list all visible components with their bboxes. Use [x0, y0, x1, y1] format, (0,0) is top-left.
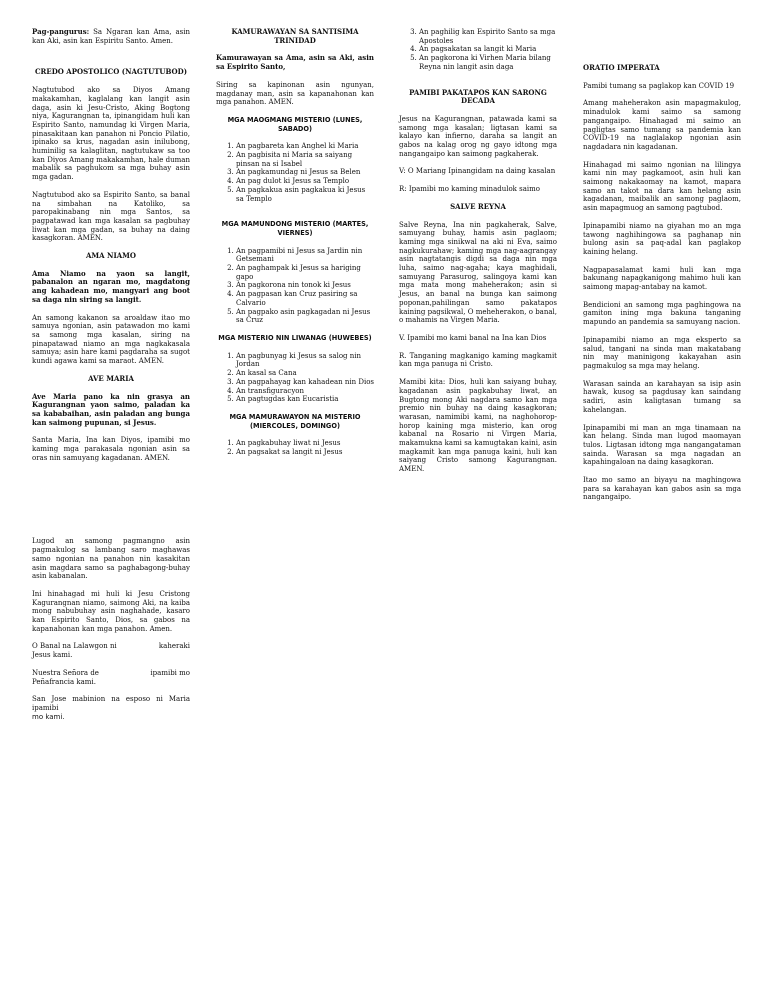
liwanag-title: MGA MISTERIO NIN LIWANAG (HUWEBES) [218, 333, 372, 342]
ave-maria-paragraph-2: Santa Maria, Ina kan Diyos, ipamibi mo kaming mga parakasala ngonian asin sa oras nin samuyang kagadanan. AMEN. [32, 436, 190, 462]
list-item: 4. An pagsakatan sa langit ki Maria [419, 45, 557, 54]
list-item: 2. An paghampak ki Jesus sa hariging gapo [236, 264, 374, 281]
list-item: 3. An pagkorona nin tonok ki Jesus [236, 281, 374, 290]
siring-paragraph: Siring sa kapinonan asin ngunyan, magdanay man, asin sa kapanahonan kan mga panahon. AMEN. [216, 80, 374, 107]
list-item: 3. An pagpahayag kan kahadean nin Dios [236, 378, 374, 387]
list-item: 3. An paghilig kan Espirito Santo sa mga Apostoles [419, 28, 557, 45]
liwanag-list [216, 352, 374, 404]
glorious-continued-list [399, 28, 557, 72]
list-item: 3. An pagkamundag ni Jesus sa Belen [236, 168, 374, 177]
invocation-1-text: O Banal na Lalawgon ni Jesus kami. [32, 642, 117, 660]
mamurawayon-list [216, 439, 374, 456]
pamibi-paragraph: Jesus na Kagurangnan, patawada kami sa samong mga kasalan; ligtasan kami sa kalayo kan infierno, daraha sa langit an gabos na kalag orog ng gayo idtong mga nangangaipo kan saimong pagkaherak. [399, 114, 557, 158]
mamundong-list [216, 247, 374, 325]
invocation-1-response: kaheraki [158, 642, 190, 651]
invocation-3-text: San Jose mabinion na esposo ni Maria ipamibi [32, 695, 190, 712]
pamibi-title: PAMIBI PAKATAPOS KAN SARONG DECADA [409, 87, 547, 106]
salve-reyna-title: SALVE REYNA [450, 201, 506, 211]
ama-niamo-paragraph-2: An samong kakanon sa aroaldaw itao mo samuya ngonian, asin patawadon mo kami sa samong mga kasalan, siring na pinapatawad niamo an mga nagkakasala samuya; asin hare kami pagdaraha sa sugot kundi agawa kami sa maraot. AMEN. [32, 313, 190, 366]
list-item: 5. An pagpako asin pagkagadan ni Jesus sa Cruz [236, 308, 374, 325]
column-3 [399, 28, 557, 483]
ini-paragraph: Ini hinahagad mi huli ki Jesu Cristong Kagurangnan niamo, saimong Aki, na kaiba mong nabubuhay asin naghahade, kasaro kan Espirito Santo, Dios, sa gabos na kapanahonan kan mga panahon. Amen. [32, 589, 190, 633]
kamurawayan-paragraph: Kamurawayan sa Ama, asin sa Aki, asin sa Espirito Santo, [216, 53, 374, 72]
trinidad-title: KAMURAWAYAN SA SANTISIMA TRINIDAD [231, 27, 359, 45]
sign-of-cross-text: Sa Ngaran kan Ama, asin kan Aki, asin kan Espiritu Santo. Amen. [32, 28, 190, 45]
credo-paragraph-1: Nagtutubod ako sa Diyos Amang makakamhan, kaglalang kan langit asin daga, asin ki Jesu-Cristo, Aking Bogtong niya, Kagurangnan ta, ipinangidam huli kan Espirito Santo, namundag ki Virgen Maria, pinasakitaan kan panahon ni Poncio Pilatio, ipinako sa krus, nagadan asin inilubong, huminilig sa kalaglitan, nagtutukaw sa too kan Diyos Amang makakamhan, hale duman mabalik sa paghukom sa mga buhay asin mga gadan. [32, 86, 190, 182]
list-item: 1. An pagpamibi ni Jesus sa Jardin nin Getsemani [236, 247, 374, 264]
ama-niamo-paragraph-1: Ama Niamo na yaon sa langit, pabanalon an ngaran mo, magdatong ang kahadean mo, mangyari ang boot sa daga nin siring sa langit. [32, 268, 190, 304]
invocation-1 [32, 642, 190, 659]
sign-of-cross-label: Pag-pangurus: [32, 27, 90, 36]
mamibi-paragraph: Mamibi kita: Dios, huli kan saiyang buhay, kagadanan asin pagkabuhay liwat, an Bugtong mong Aki nagdara samo kan mga premio nin buhay na daing kasagkoran; warasan, namimibi kami, na naghohorop-horop kaining mga misterio, kan orog kabanal na Rosario ni Virgen Maria, makamukna kami sa kamugtakan kaini, asin magkamit kan mga panuga kaini, huli kan saiyang Cristo samong Kagurangnan. AMEN. [399, 378, 557, 474]
oratio-paragraph-6: Ipinapamibi niamo an mga eksperto sa salud, tangani na sinda man makatabang nin may maninigong kakayahan asin pagmakulog sa mga may helang. [583, 335, 741, 370]
credo-paragraph-2: Nagtutubod ako sa Espirito Santo, sa banal na simbahan na Katoliko, sa paropakinabang nin mga Santos, sa pagpatawad kan mga kasalan sa pagbuhay liwat kan mga gadan, sa buhay na daing kasagkoran. AMEN. [32, 190, 190, 243]
column-1 [32, 28, 190, 730]
oratio-paragraph-3: Ipinapamibi niamo na giyahan mo an mga tawong naghihingowa sa paghanap nin bulong asin sa paq-adal kan paglakop kaining helang. [583, 221, 741, 256]
list-item: 2. An kasal sa Cana [236, 369, 374, 378]
list-item: 4. An transfiguracyon [236, 387, 374, 396]
versicle-2: V. Ipamibi mo kami banal na Ina kan Dios [399, 333, 547, 342]
invocation-2 [32, 669, 190, 686]
column-4 [583, 28, 741, 511]
lugod-paragraph: Lugod an samong pagmangno asin pagmakulog sa lambang saro maghawas samo ngonian na panahon nin kasakitan asin magdara samo sa paghabagong-buhay asin kabanalan. [32, 537, 190, 581]
ave-maria-title: AVE MARIA [88, 373, 134, 383]
list-item: 2. An pagsakat sa langit ni Jesus [236, 448, 374, 457]
oratio-title: ORATIO IMPERATA [583, 63, 660, 72]
invocation-2-response: ipamibi mo [150, 668, 190, 677]
oratio-paragraph-4: Nagpapasalamat kami huli kan mga bakunang napagkanigong mahimo huli kan saimong mapag-antabay na kamot. [583, 265, 741, 292]
column-2 [216, 28, 374, 466]
oratio-paragraph-1: Amang maheherakon asin mapagmakulog, minadulok kami saimo sa samong pangangaipo. Hinahagad mi saimo an pagligtas samo tumang sa pandemia kan COVID-19 na naglalakop ngonian asin nagdadara nin kagadanan. [583, 99, 741, 151]
oratio-paragraph-5: Bendicioni an samong mga paghingowa na gamiton ining mga bakuna tanganing mapundo an pandemia sa samuyang nacion. [583, 300, 741, 327]
list-item: 2. An pagbisita ni Maria sa saiyang pinsan na si Isabel [236, 151, 374, 168]
oratio-paragraph-7: Warasan sainda an karahayan sa isip asin hawak, kusog sa pagdusay kan saindang sadiri, asin kaligtasan tumang sa kahelangan. [583, 379, 741, 414]
list-item: 5. An pagkakua asin pagkakua ki Jesus sa Templo [236, 186, 374, 203]
response-2: R. Tanganing magkanigo kaming magkamit kan mga panuga ni Cristo. [399, 351, 557, 369]
maogmang-title: MGA MAOGMANG MISTERIO (LUNES, SABADO) [227, 115, 363, 133]
list-item: 1. An pagbareta kan Anghel ki Maria [236, 142, 374, 151]
list-item: 4. An pagpasan kan Cruz pasiring sa Calvario [236, 290, 374, 307]
list-item: 4. An pag dulot ki Jesus sa Templo [236, 177, 374, 186]
oratio-paragraph-9: Itao mo samo an biyayu na maghingowa para sa karahayan kan gabos asin sa mga nangangaipo. [583, 476, 741, 502]
invocation-2-text: Nuestra Señora de Peñafrancia kami. [32, 668, 99, 686]
list-item: 5. An pagkorona ki Virhen Maria bilang Reyna nin langit asin daga [419, 54, 557, 71]
oratio-subtitle: Pamibi tumang sa paglakop kan COVID 19 [583, 81, 735, 90]
ama-niamo-title: AMA NIAMO [86, 251, 136, 261]
mamurawayon-title: MGA MAMURAWAYON NA MISTERIO (MIERCOLES, DOMINGO) [229, 412, 361, 430]
oratio-paragraph-2: Hinahagad mi saimo ngonian na lilingya kami nin may pagkamoot, asin huli kan saimong nakakaomay na kamot, mapara samo an takot na dara kan helang asin kagadanan, maibalik an samong paglaom, asin mapagmuog an samong pagtubod. [583, 160, 741, 213]
versicle-1: V: O Mariang Ipinangidam na daing kasalan [399, 167, 556, 176]
ave-maria-paragraph-1: Ave Maria pano ka nin grasya an Kagurangnan yaon saimo, paladan ka sa kababaihan, asin paladan ang bunga kan saimong pupunan, si Jesus. [32, 391, 190, 427]
salve-reyna-paragraph: Salve Reyna, Ina nin pagkaherak, Salve, samuyang buhay, hamis asin paglaom; kaming mga sinikwal na aki ni Eva, saimo nagkukurahaw; kaming mga nag-aagrangay asin nagtatangis digdi sa daga nin mga luha, saimo nag-agaha; kaya maghidali, samuyang Parasurog, salingoya kami kan mga mata mong maheherakon; asin si Jesus, an banal na bunga kan saimong poponan,pahilingan samo pakatapos kaining pagsikwal, O meheherakon, o banal, o mahamis na Virgen Maria. [399, 220, 557, 325]
response-1: R: Ipamibi mo kaming minadulok saimo [399, 185, 541, 194]
invocation-3-tail: mo kami. [32, 712, 65, 721]
list-item: 5. An pagtugdas kan Eucaristia [236, 395, 374, 404]
list-item: 1. An pagbunyag ki Jesus sa salog nin Jordan [236, 352, 374, 369]
list-item: 1. An pagkabuhay liwat ni Jesus [236, 439, 374, 448]
mamundong-title: MGA MAMUNDONG MISTERIO (MARTES, VIERNES) [221, 220, 369, 237]
maogmang-list [216, 142, 374, 203]
oratio-paragraph-8: Ipinapamibi mi man an mga tinamaan na kan helang. Sinda man lugod maomayan tulos. Ligtasan idtong mga nangangataman sainda. Warasan sa mga nagadan an kapahingaloan na daing kasagkoran. [583, 423, 741, 467]
sign-of-cross [32, 28, 190, 45]
credo-title: CREDO APOSTOLICO (NAGTUTUBOD) [34, 67, 188, 77]
